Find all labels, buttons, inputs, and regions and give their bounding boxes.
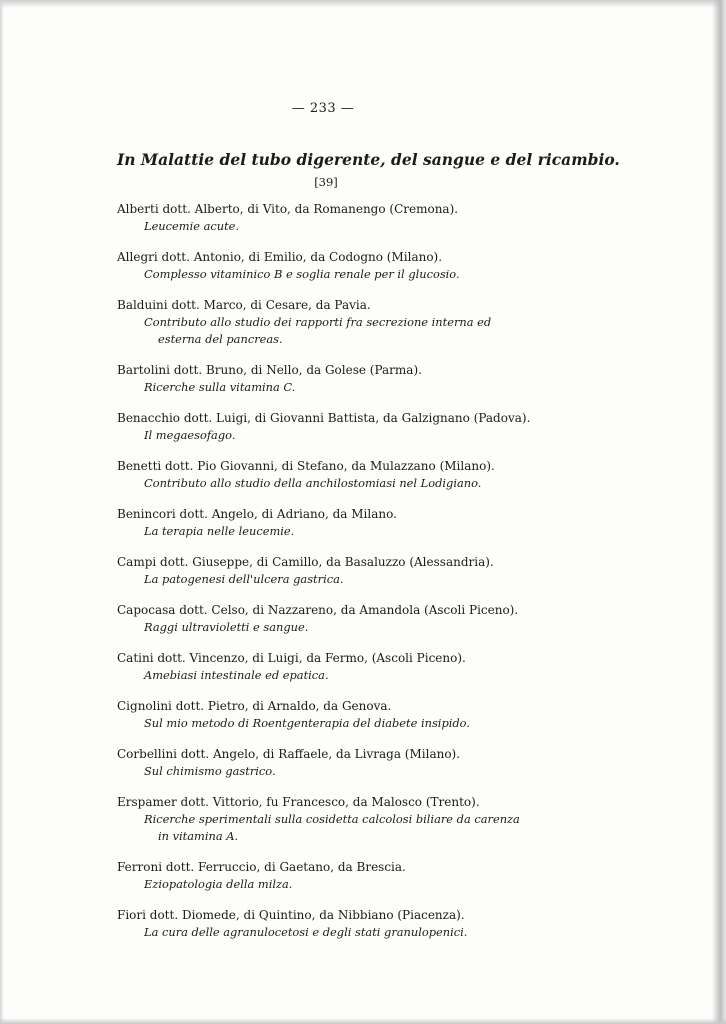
entry-name: Campi dott. Giuseppe, di Camillo, da Basaluzzo (Alessandria). <box>117 555 494 569</box>
entry-name: Benincori dott. Angelo, di Adriano, da Milano. <box>117 507 397 521</box>
entry-title-continuation: in vitamina A. <box>158 829 239 843</box>
entry-title: La patogenesi dell'ulcera gastrica. <box>144 572 344 586</box>
scan-edge-bottom <box>0 1018 726 1024</box>
entry-name: Erspamer dott. Vittorio, fu Francesco, da Malosco (Trento). <box>117 795 480 809</box>
entry-title-line: Ricerche sperimentali sulla cosidetta calcolosi biliare da carenza <box>144 812 520 826</box>
entry-name: Cignolini dott. Pietro, di Arnaldo, da Genova. <box>117 699 392 713</box>
list-item <box>117 505 557 540</box>
section-heading: In Malattie del tubo digerente, del sangue e del ricambio. <box>117 150 620 169</box>
entry-title: Sul mio metodo di Roentgenterapia del diabete insipido. <box>144 716 470 730</box>
entry-name: Ferroni dott. Ferruccio, di Gaetano, da Brescia. <box>117 860 406 874</box>
list-item <box>117 793 557 845</box>
list-item <box>117 457 557 492</box>
entry-title: Ricerche sulla vitamina C. <box>144 380 296 394</box>
list-item <box>117 200 557 235</box>
entry-title-continuation: esterna del pancreas. <box>158 332 283 346</box>
list-item <box>117 553 557 588</box>
list-item <box>117 296 557 348</box>
page-number: — 233 — <box>291 101 355 116</box>
list-item <box>117 601 557 636</box>
entry-name: Allegri dott. Antonio, di Emilio, da Codogno (Milano). <box>117 250 443 264</box>
entry-title <box>117 314 557 348</box>
scan-edge-left <box>0 0 4 1024</box>
entry-name: Corbellini dott. Angelo, di Raffaele, da Livraga (Milano). <box>117 747 461 761</box>
entry-title: La cura delle agranulocetosi e degli stati granulopenici. <box>144 925 468 939</box>
entry-name: Alberti dott. Alberto, di Vito, da Romanengo (Cremona). <box>117 202 459 216</box>
entry-name: Capocasa dott. Celso, di Nazzareno, da Amandola (Ascoli Piceno). <box>117 603 519 617</box>
entry-name: Benetti dott. Pio Giovanni, di Stefano, da Mulazzano (Milano). <box>117 459 495 473</box>
list-item <box>117 361 557 396</box>
entry-name: Fiori dott. Diomede, di Quintino, da Nibbiano (Piacenza). <box>117 908 465 922</box>
entry-title: Raggi ultravioletti e sangue. <box>144 620 309 634</box>
entry-name: Bartolini dott. Bruno, di Nello, da Golese (Parma). <box>117 363 422 377</box>
entry-title: Contributo allo studio della anchilostomiasi nel Lodigiano. <box>144 476 482 490</box>
entry-title: Sul chimismo gastrico. <box>144 764 276 778</box>
list-item <box>117 858 557 893</box>
entry-title: Complesso vitaminico B e soglia renale per il glucosio. <box>144 267 460 281</box>
list-item <box>117 409 557 444</box>
entry-title: Eziopatologia della milza. <box>144 877 293 891</box>
list-item <box>117 649 557 684</box>
entry-name: Benacchio dott. Luigi, di Giovanni Battista, da Galzignano (Padova). <box>117 411 531 425</box>
scan-edge-right <box>712 0 726 1024</box>
entry-name: Catini dott. Vincenzo, di Luigi, da Fermo, (Ascoli Piceno). <box>117 651 466 665</box>
list-item <box>117 697 557 732</box>
entry-title: Il megaesofago. <box>144 428 236 442</box>
list-item <box>117 906 557 941</box>
entry-title: Amebiasi intestinale ed epatica. <box>144 668 329 682</box>
list-item <box>117 745 557 780</box>
entry-title: La terapia nelle leucemie. <box>144 524 295 538</box>
entry-title: Leucemie acute. <box>144 219 240 233</box>
entry-list <box>117 200 557 954</box>
entry-name: Balduini dott. Marco, di Cesare, da Pavia. <box>117 298 371 312</box>
scan-edge-top <box>0 0 726 8</box>
list-item <box>117 248 557 283</box>
entry-title <box>117 811 557 845</box>
section-code: [39] <box>314 175 338 189</box>
entry-title-line: Contributo allo studio dei rapporti fra secrezione interna ed <box>144 315 492 329</box>
